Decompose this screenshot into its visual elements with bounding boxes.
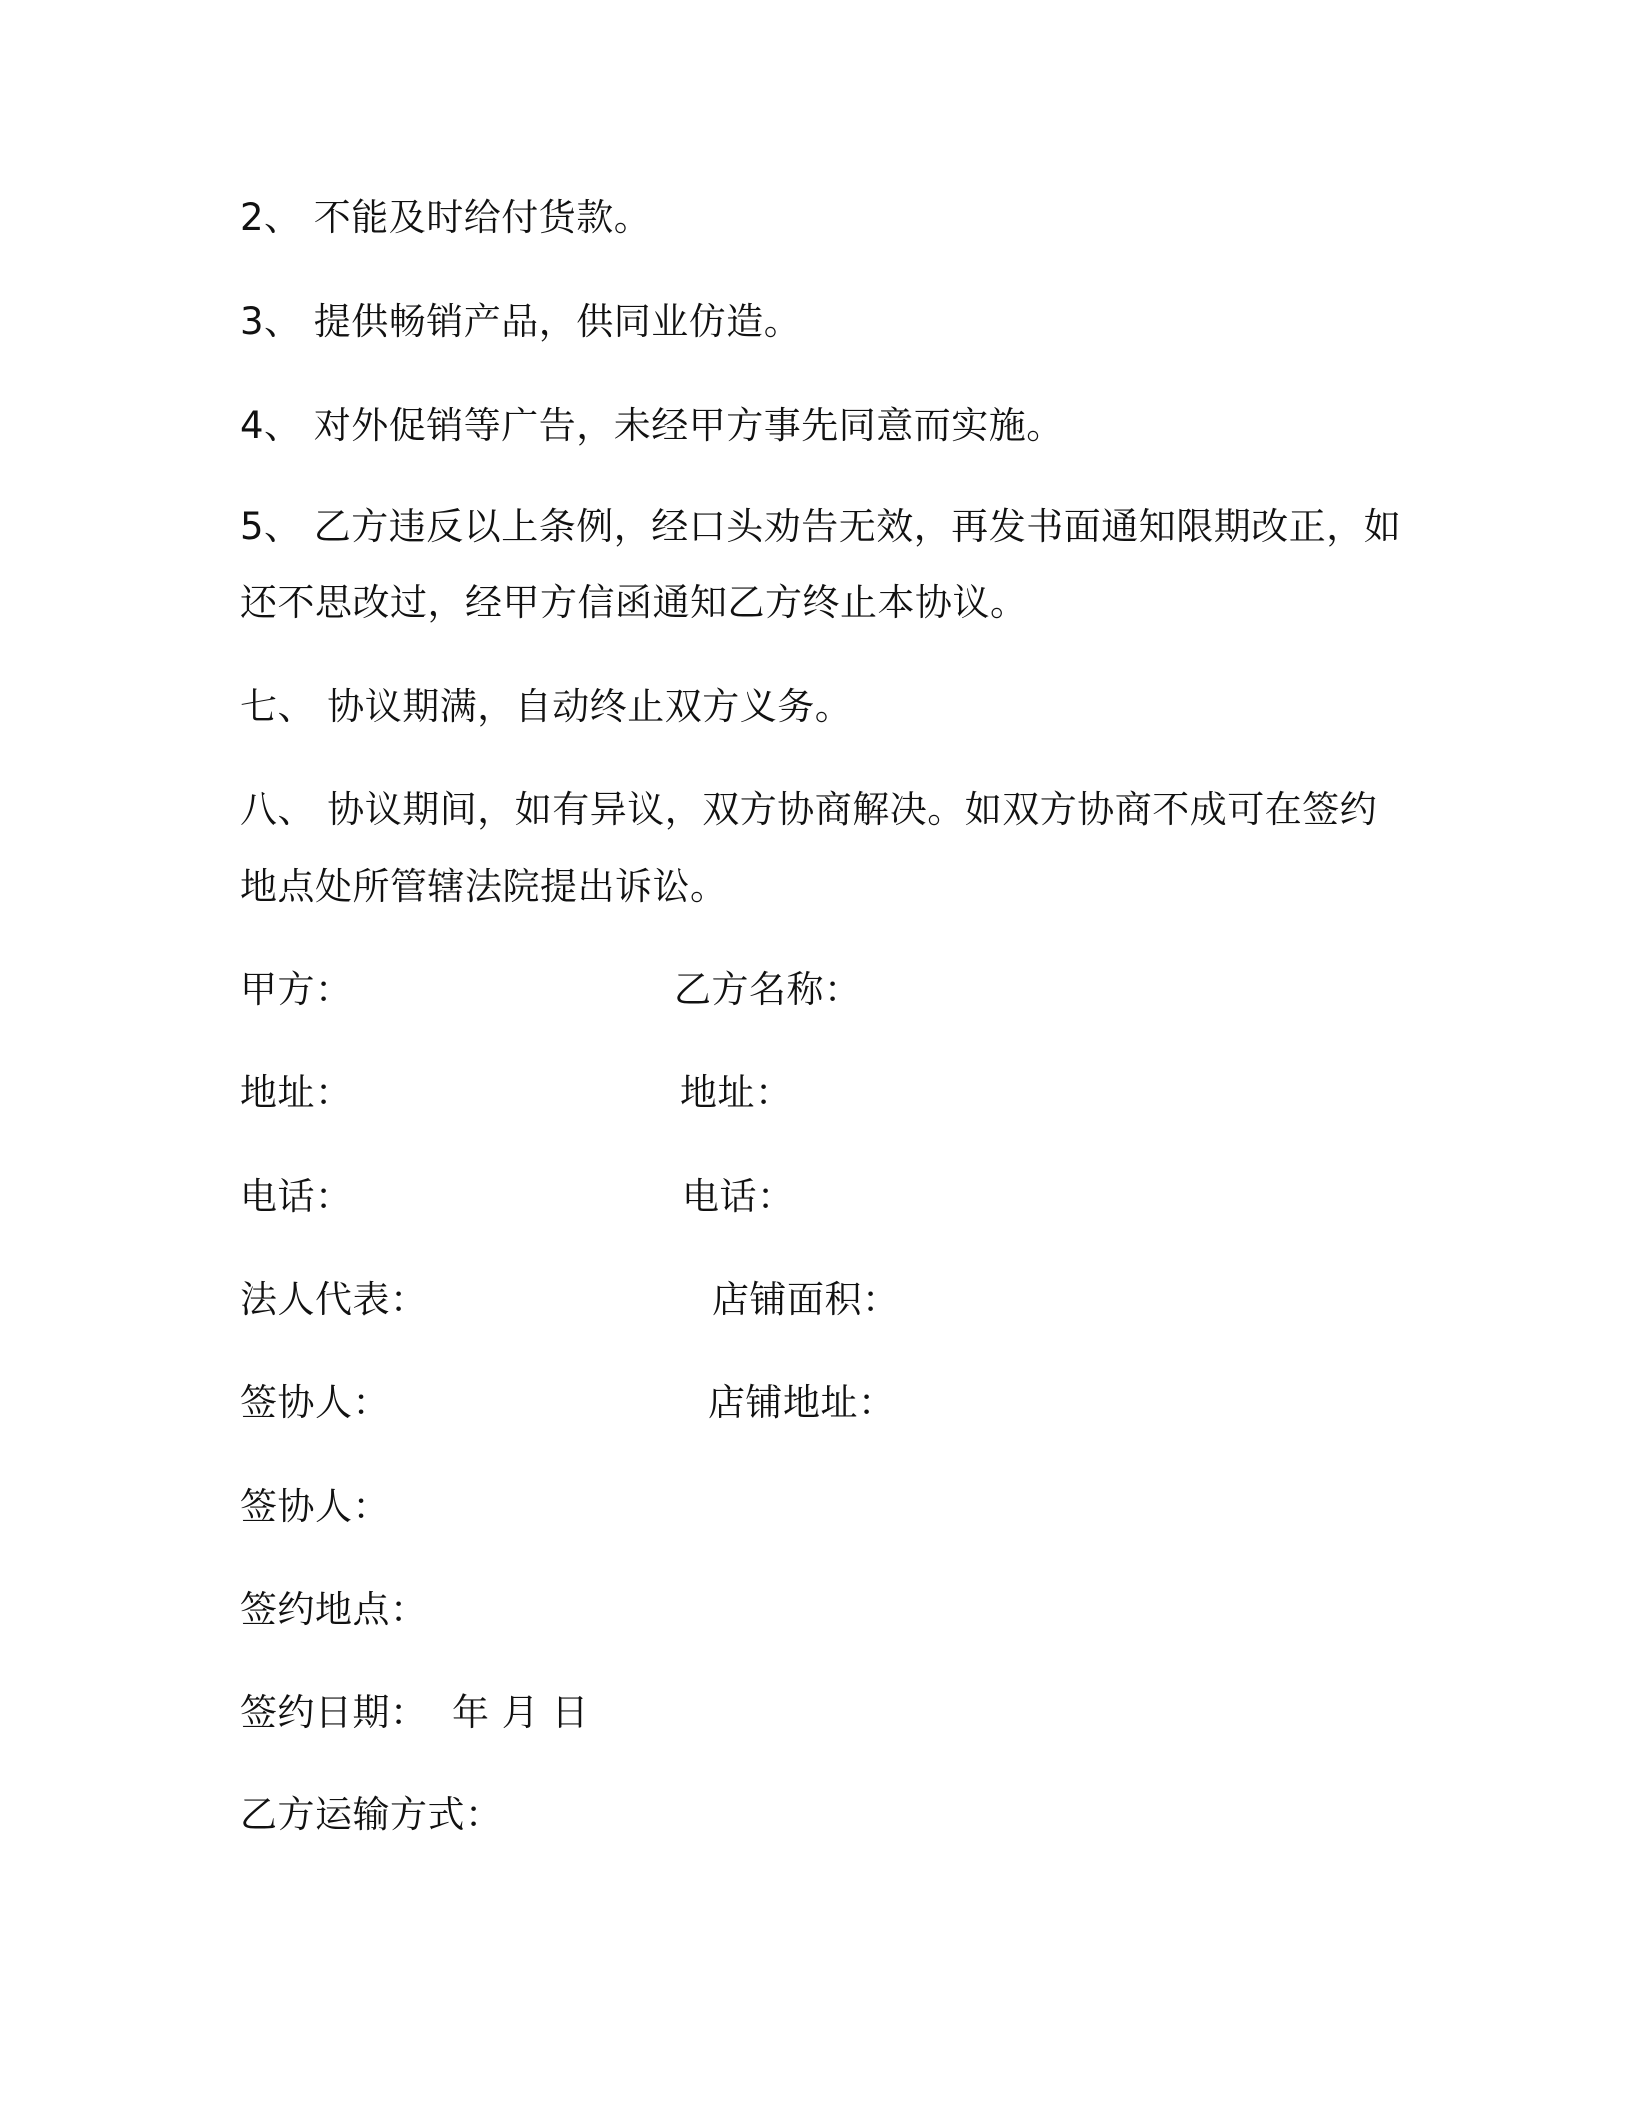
address-a-label: 地址： [240,1071,353,1114]
legal-rep-label: 法人代表： [240,1278,428,1321]
address-b-label: 地址： [680,1071,793,1114]
article-eight-line-1: 八、 协议期间，如有异议，双方协商解决。如双方协商不成可在签约 [240,788,1378,831]
clause-2: 2、 不能及时给付货款。 [240,196,652,239]
phone-a-label: 电话： [240,1175,353,1218]
clause-5-line-1: 5、 乙方违反以上条例，经口头劝告无效，再发书面通知限期改正，如 [240,505,1402,548]
clause-4: 4、 对外促销等广告，未经甲方事先同意而实施。 [240,404,1064,447]
clause-5-line-2: 还不思改过，经甲方信函通知乙方终止本协议。 [240,581,1028,624]
sign-place-label: 签约地点： [240,1588,428,1631]
signatory-2-label: 签协人： [240,1485,390,1528]
shop-address-label: 店铺地址： [708,1381,896,1424]
article-seven: 七、 协议期满，自动终止双方义务。 [240,685,853,728]
clause-3: 3、 提供畅销产品，供同业仿造。 [240,300,802,343]
party-b-name-label: 乙方名称： [674,968,862,1011]
transport-method-label: 乙方运输方式： [240,1793,503,1836]
article-eight-line-2: 地点处所管辖法院提出诉讼。 [240,865,728,908]
sign-date-label: 签约日期： 年 月 日 [240,1691,590,1734]
phone-b-label: 电话： [682,1175,795,1218]
signatory-1-label: 签协人： [240,1381,390,1424]
party-a-label: 甲方： [240,968,353,1011]
shop-area-label: 店铺面积： [712,1278,900,1321]
